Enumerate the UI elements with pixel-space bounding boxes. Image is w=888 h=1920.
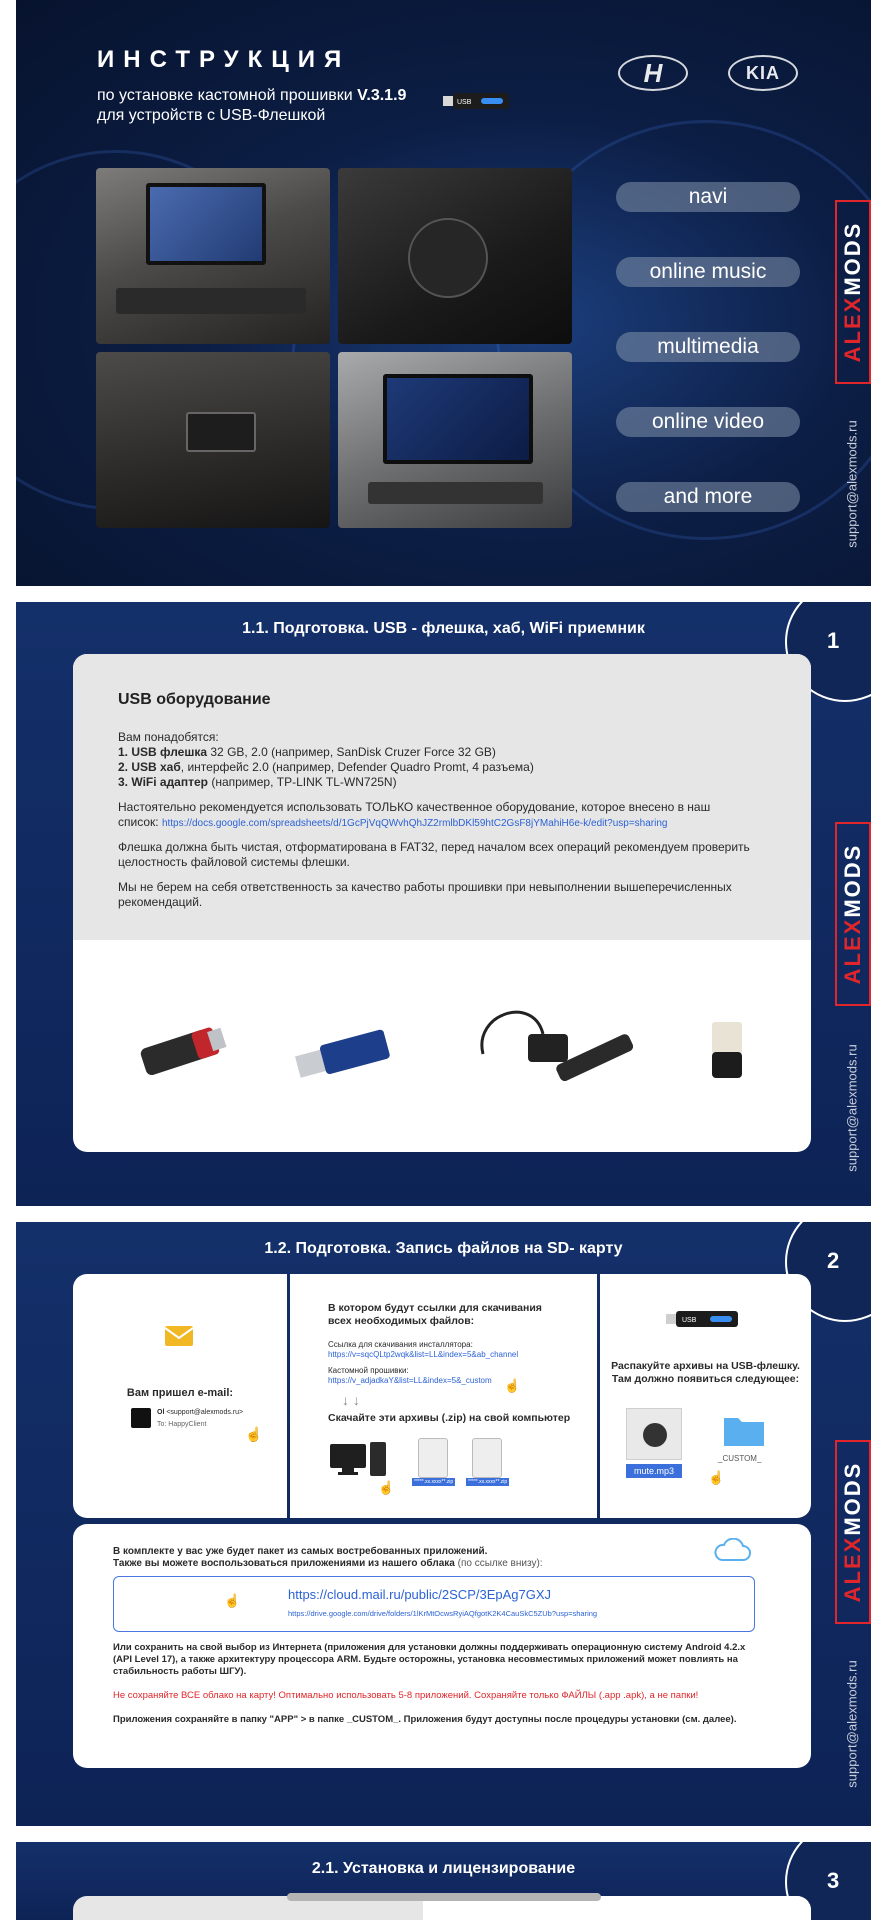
unpack-text: Распакуйте архивы на USB-флешку.	[611, 1360, 800, 1372]
folder-label: _CUSTOM_	[718, 1454, 762, 1463]
save-to-text: Приложения сохраняйте в папку "APP" > в папке _CUSTOM_. Приложения будут доступны после процедуры установки (см. далее).	[113, 1714, 737, 1725]
section-3-slide	[16, 1842, 871, 1920]
support-email: support@alexmods.ru	[844, 1044, 860, 1172]
responsibility-text: Мы не берем на себя ответственность за качество работы прошивки при невыполнении вышеперечисленных	[118, 880, 732, 894]
list-item: 1. USB флешка 32 GB, 2.0 (например, SanDisk Cruzer Force 32 GB)	[118, 745, 496, 759]
download-archives-text: Скачайте эти архивы (.zip) на свой компьютер	[328, 1412, 571, 1424]
email-received-label: Вам пришел e-mail:	[126, 1387, 234, 1399]
feature-pill: online music	[616, 257, 800, 287]
list-item: 2. USB хаб, интерфейс 2.0 (например, Defender Quadro Promt, 4 разъема)	[118, 760, 534, 774]
hyundai-logo: H	[618, 55, 688, 91]
kit-text: В комплекте у вас уже будет пакет из самых востребованных приложений.	[113, 1546, 488, 1557]
cover-title: ИНСТРУКЦИЯ	[97, 46, 351, 73]
hand-cursor-icon: ☝	[224, 1593, 241, 1608]
usb-stick-icon	[666, 1310, 738, 1328]
mp3-file-icon	[626, 1408, 682, 1460]
internet-text: стабильность работы ШГУ).	[113, 1666, 247, 1677]
internet-text: (API Level 17), а также архитектуру процессора ARM. Будьте осторожны, установка несовместимых приложений может повлиять на	[113, 1654, 738, 1665]
section-2-slide	[16, 1222, 871, 1826]
cover-slide	[16, 0, 871, 586]
unpack-panel	[600, 1274, 811, 1518]
section-1-slide	[16, 602, 871, 1206]
support-email: support@alexmods.ru	[844, 1660, 860, 1788]
hand-cursor-icon: ☝	[708, 1470, 725, 1485]
need-label: Вам понадобятся:	[118, 730, 219, 744]
hand-cursor-icon: ☝	[504, 1378, 521, 1393]
card-text-area	[73, 654, 811, 940]
recommend-list: список: https://docs.google.com/spreadsheets/d/1GcPjVqQWvhQhJZ2rmlbDKl59htC2GsF8jYMahiH6e-k/edit?usp=sharing	[118, 815, 668, 829]
folder-icon	[724, 1414, 764, 1446]
feature-pill: and more	[616, 482, 800, 512]
list-item: 3. WiFi адаптер (например, TP-LINK TL-WN725N)	[118, 775, 397, 789]
unpack-text: Там должно появиться следующее:	[611, 1373, 800, 1385]
firmware-link[interactable]: https://v_adjadkaY&list=LL&index=5&_custom	[328, 1376, 492, 1385]
svg-text:USB: USB	[457, 99, 472, 106]
cloud-icon	[713, 1538, 751, 1562]
photo-steering-buttons	[338, 168, 572, 344]
recommend-text: Настоятельно рекомендуется использовать ТОЛЬКО качественное оборудование, которое внесено в наш	[118, 800, 711, 814]
kit-text: Также вы можете воспользоваться приложениями из нашего облака (по ссылке внизу):	[113, 1558, 543, 1569]
scroll-indicator[interactable]	[287, 1893, 601, 1901]
alexmods-brand: ALEXMODS	[835, 1440, 871, 1624]
firmware-label: Кастомной прошивки:	[328, 1366, 409, 1375]
feature-pill: online video	[616, 407, 800, 437]
section-title: 1.1. Подготовка. USB - флешка, хаб, WiFi приемник	[242, 620, 645, 637]
section-number: 1	[785, 602, 871, 702]
kia-logo: KIA	[728, 55, 798, 91]
zip-file-label: *****.xx.xxxx**.zip	[414, 1479, 454, 1485]
svg-text:USB: USB	[682, 1317, 697, 1324]
support-email: support@alexmods.ru	[844, 420, 860, 548]
photo-head-unit	[338, 352, 572, 528]
usb-flash-drive-icon	[288, 1014, 398, 1094]
zip-file-icon	[418, 1438, 448, 1478]
internet-text: Или сохранить на свой выбор из Интернета (приложения для установки должны поддерживать операционную систему Android 4.2.х	[113, 1642, 746, 1653]
installer-label: Ссылка для скачивания инсталлятора:	[328, 1340, 473, 1349]
apps-card	[73, 1524, 811, 1768]
usb-stick-icon	[443, 92, 509, 110]
photo-steering-controls	[96, 352, 330, 528]
wifi-adapter-icon	[698, 1014, 758, 1089]
feature-pill: navi	[616, 182, 800, 212]
card-heading: USB оборудование	[118, 691, 271, 708]
subtitle-text: по установке кастомной прошивки	[97, 87, 358, 104]
section-title: 2.1. Установка и лицензирование	[311, 1860, 576, 1877]
cover-subtitle	[97, 86, 406, 126]
email-envelope-icon	[165, 1326, 193, 1346]
feature-pill: multimedia	[616, 332, 800, 362]
links-text: всех необходимых файлов:	[328, 1315, 475, 1327]
google-drive-link[interactable]: https://drive.google.com/drive/folders/1lKrMtOcwsRyiAQfgotK2K4CauSkC5ZUb?usp=sharing	[288, 1609, 598, 1618]
usb-equipment-card	[73, 654, 811, 1152]
links-panel	[290, 1274, 597, 1518]
fat32-text: целостность файловой системы флешки.	[118, 855, 350, 869]
spreadsheet-link[interactable]: https://docs.google.com/spreadsheets/d/1GcPjVqQWvhQhJZ2rmlbDKl59htC2GsF8jYMahiH6e-k/edit?usp=sharing	[161, 818, 668, 829]
hand-cursor-icon: ☝	[378, 1480, 395, 1495]
installer-link[interactable]: https://v=sqcQLtp2wqk&list=LL&index=5&ab_channel	[328, 1350, 519, 1359]
cloud-mail-link[interactable]: https://cloud.mail.ru/public/2SCP/3EpAg7GXJ	[288, 1587, 552, 1602]
alexmods-brand: ALEXMODS	[835, 200, 871, 384]
warning-text: Не сохраняйте ВСЕ облако на карту! Оптимально использовать 5-8 приложений. Сохраняйте только ФАЙЛЫ (.app .apk), а не папки!	[113, 1690, 699, 1701]
section-number: 2	[785, 1222, 871, 1322]
computer-icon	[330, 1442, 388, 1476]
responsibility-text: рекомендаций.	[118, 895, 203, 909]
usb-hub-icon	[473, 994, 633, 1104]
section-number: 3	[785, 1842, 871, 1920]
hand-cursor-icon: ☝	[245, 1426, 263, 1442]
section-title: 1.2. Подготовка. Запись файлов на SD- карту	[264, 1240, 623, 1257]
email-panel	[73, 1274, 287, 1518]
down-arrows-icon: ↓ ↓	[342, 1392, 360, 1408]
email-sender: Ol <support@alexmods.ru>	[157, 1409, 244, 1416]
photo-dashboard-screen	[96, 168, 330, 344]
email-recipient: To: HappyClient	[157, 1421, 207, 1428]
sandisk-flash-drive-icon	[131, 1009, 231, 1089]
links-text: В котором будут ссылки для скачивания	[328, 1302, 542, 1314]
cloud-links-box	[113, 1576, 755, 1632]
fat32-text: Флешка должна быть чистая, отформатирована в FAT32, перед началом всех операций рекомендуем проверить	[118, 840, 750, 854]
sender-avatar	[131, 1408, 151, 1428]
zip-file-icon	[472, 1438, 502, 1478]
subtitle-text: для устройств с USB-Флешкой	[97, 107, 326, 124]
mp3-file-label: mute.mp3	[626, 1464, 682, 1478]
zip-file-label: *****.xx.xxxx**.zip	[468, 1479, 508, 1485]
alexmods-brand: ALEXMODS	[835, 822, 871, 1006]
version-label: V.3.1.9	[357, 87, 407, 104]
